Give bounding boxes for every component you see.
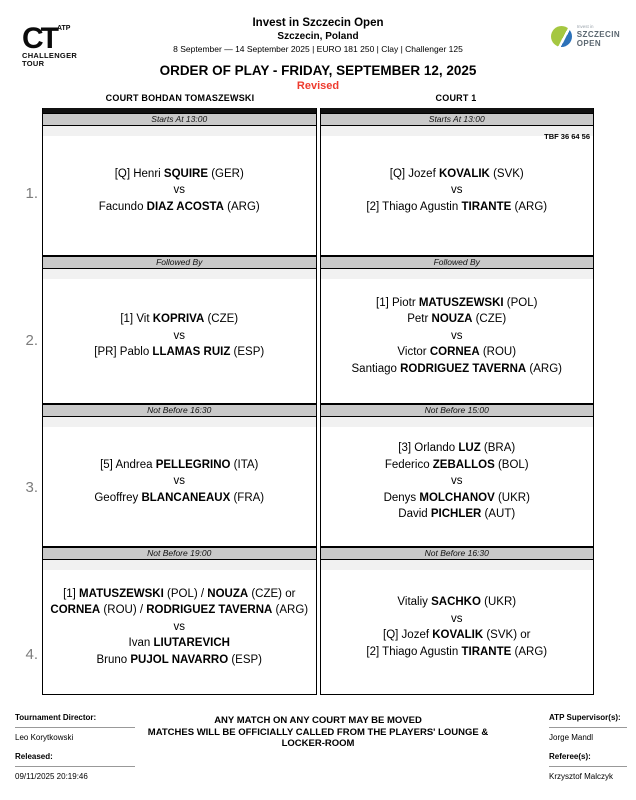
- event-logo-line2: OPEN: [576, 39, 602, 48]
- tournament-director-label: Tournament Director:: [15, 713, 135, 728]
- time-label-bar: Not Before 15:00: [321, 404, 594, 417]
- footer-left: [15, 713, 135, 791]
- event-logo-small-text: Invest in: [576, 24, 594, 29]
- page-title: ORDER OF PLAY - FRIDAY, SEPTEMBER 12, 2025: [159, 63, 477, 78]
- footer-notice-line2: MATCHES WILL BE OFFICIALLY CALLED FROM THE PLAYERS' LOUNGE & LOCKER-ROOM: [147, 726, 489, 749]
- revised-badge: Revised: [296, 80, 340, 92]
- match-cell: [43, 126, 316, 256]
- footer-right: [549, 713, 627, 791]
- time-label-bar: Not Before 19:00: [43, 547, 316, 560]
- footer-notice-line1: ANY MATCH ON ANY COURT MAY BE MOVED: [214, 715, 422, 726]
- szczecin-open-logo: [551, 24, 620, 48]
- time-label-bar: Not Before 16:30: [43, 404, 316, 417]
- footer-notice: [130, 715, 506, 750]
- atp-logo-line2: TOUR: [22, 59, 45, 68]
- match-note: TBF 36 64 56: [544, 132, 590, 141]
- court-name-left: COURT BOHDAN TOMASZEWSKI: [105, 93, 255, 103]
- tournament-details: 8 September — 14 September 2025 | EURO 181 250 | Clay | Challenger 125: [173, 44, 463, 54]
- released-label: Released:: [15, 752, 135, 767]
- match-cell: [321, 126, 594, 256]
- tennis-ball-icon: [551, 26, 572, 47]
- match-row-number: 2.: [25, 332, 38, 349]
- match-players: [Q] Henri SQUIRE (GER) vs Facundo DIAZ ACOSTA (ARG): [98, 167, 260, 213]
- court-name-right: COURT 1: [435, 93, 477, 103]
- match-cell: [321, 417, 594, 547]
- match-cell: [43, 417, 316, 547]
- court-column-left: [42, 108, 317, 695]
- match-players: [1] MATUSZEWSKI (POL) / NOUZA (CZE) or CORNEA (ROU) / RODRIGUEZ TAVERNA (ARG) vs Ivan LIUTAREVICH Bruno PUJOL NAVARRO (ESP): [50, 587, 309, 666]
- time-label-bar: Followed By: [321, 256, 594, 269]
- atp-logo-line1: CHALLENGER: [22, 51, 78, 60]
- atp-supervisor-name: Jorge Mandl: [549, 733, 594, 742]
- schedule-table: [42, 108, 594, 695]
- match-row-number: 1.: [25, 185, 38, 202]
- referee-label: Referee(s):: [549, 752, 627, 767]
- match-players: [5] Andrea PELLEGRINO (ITA) vs Geoffrey BLANCANEAUX (FRA): [94, 458, 265, 504]
- tournament-location: Szczecin, Poland: [277, 31, 359, 42]
- match-row-number: 4.: [25, 646, 38, 663]
- event-logo-line1: SZCZECIN: [576, 30, 620, 39]
- released-timestamp: 09/11/2025 20:19:46: [15, 772, 88, 781]
- match-players: [1] Vit KOPRIVA (CZE) vs [PR] Pablo LLAMAS RUIZ (ESP): [94, 313, 265, 359]
- match-cell: [43, 560, 316, 695]
- time-label-bar: Followed By: [43, 256, 316, 269]
- match-players: Vitaliy SACHKO (UKR) vs [Q] Jozef KOVALIK (SVK) or [2] Thiago Agustin TIRANTE (ARG): [366, 596, 548, 658]
- referee-name: Krzysztof Malczyk: [549, 772, 614, 781]
- match-row-number: 3.: [25, 479, 38, 496]
- court-column-right: [320, 108, 595, 695]
- atp-ct-mark-icon: $CT^{ATP}$: [22, 22, 71, 55]
- match-players: [Q] Jozef KOVALIK (SVK) vs [2] Thiago Agustin TIRANTE (ARG): [366, 167, 548, 213]
- match-cell: [43, 269, 316, 404]
- court-names-row: [42, 93, 594, 103]
- tournament-name: Invest in Szczecin Open: [252, 17, 384, 29]
- tournament-director-name: Leo Korytkowski: [15, 733, 74, 742]
- match-players: [1] Piotr MATUSZEWSKI (POL) Petr NOUZA (CZE) vs Victor CORNEA (ROU) Santiago RODRIGUEZ TAVERNA (ARG): [351, 296, 562, 375]
- atp-supervisor-label: ATP Supervisor(s):: [549, 713, 627, 728]
- header: [0, 16, 636, 93]
- time-label-bar: Starts At 13:00: [43, 113, 316, 126]
- match-cell: [321, 269, 594, 404]
- time-label-bar: Starts At 13:00: [321, 113, 594, 126]
- match-cell: [321, 560, 594, 695]
- match-players: [3] Orlando LUZ (BRA) Federico ZEBALLOS (BOL) vs Denys MOLCHANOV (UKR) David PICHLER (AUT): [383, 442, 530, 521]
- time-label-bar: Not Before 16:30: [321, 547, 594, 560]
